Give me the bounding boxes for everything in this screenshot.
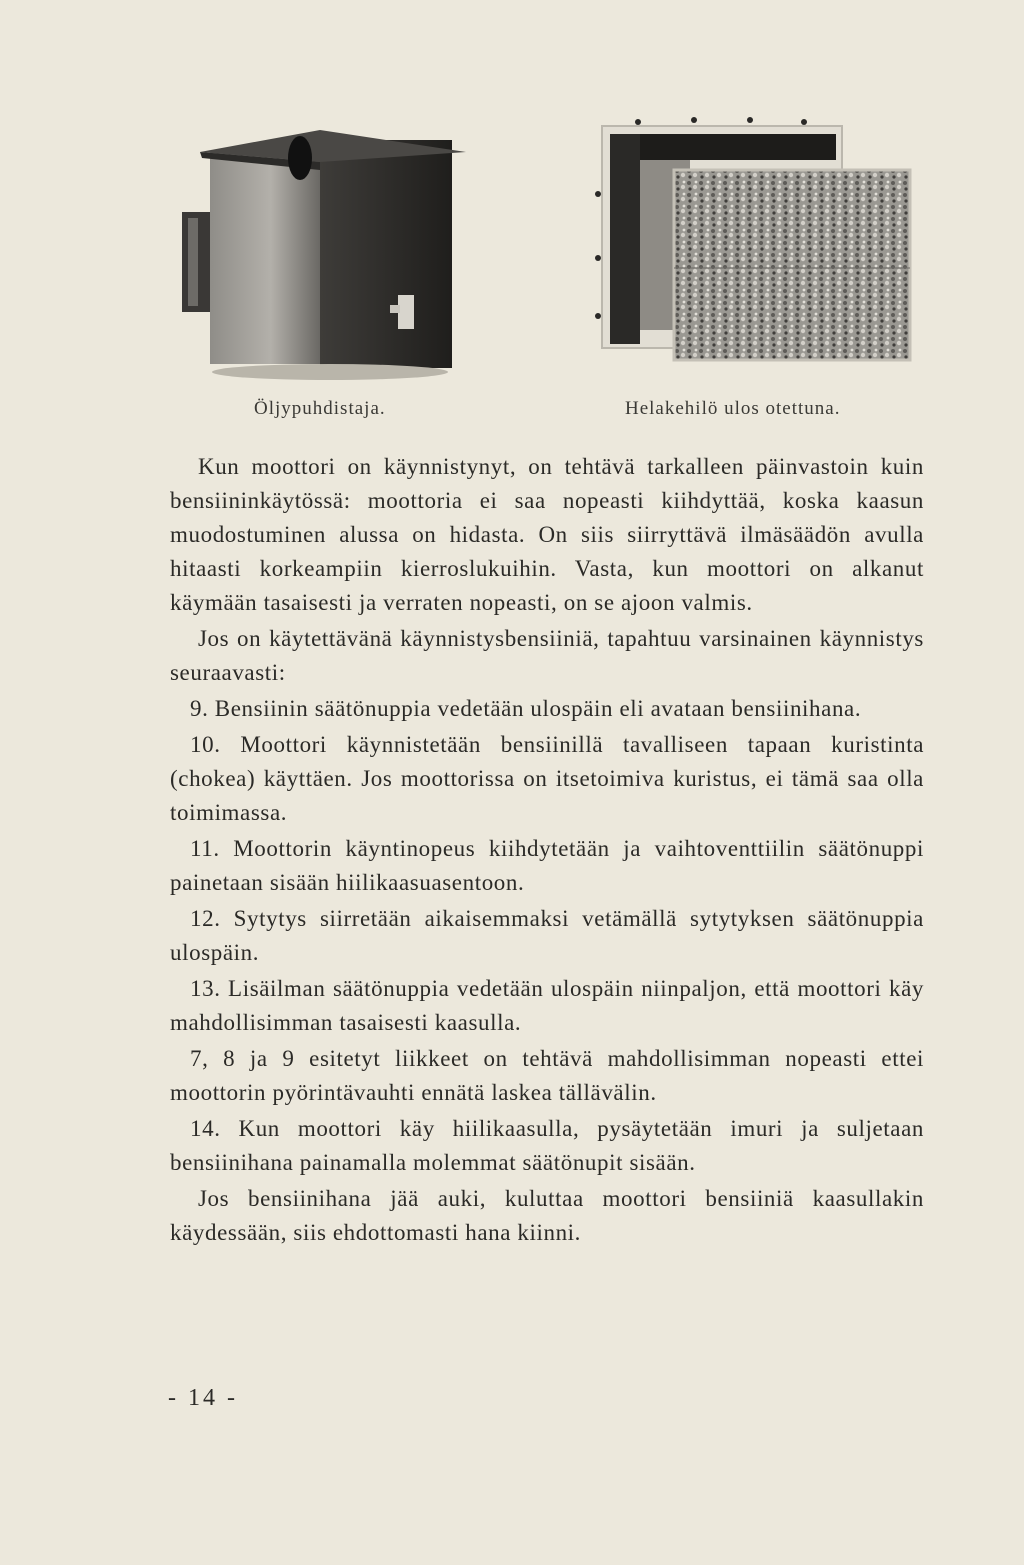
body-text: [170, 450, 924, 1252]
step-11: 11. Moottorin käyntinopeus kiihdytetään ja vaihtoventtiilin säätönuppi painetaan sisään hiilikaasuasentoon.: [170, 836, 924, 895]
page-number: - 14 -: [168, 1385, 238, 1411]
paragraph-warning: Jos bensiinihana jää auki, kuluttaa moottori bensiiniä kaasullakin käydessään, siis ehdottomasti hana kiinni.: [170, 1186, 924, 1245]
oil-cleaner-caption: Öljypuhdistaja.: [254, 398, 386, 419]
paragraph-note: 7, 8 ja 9 esitetyt liikkeet on tehtävä mahdollisimman nopeasti ettei moottorin pyörintävauhti ennätä laskea tällävälin.: [170, 1046, 924, 1105]
step-12: 12. Sytytys siirretään aikaisemmaksi vetämällä sytytyksen säätönuppia ulospäin.: [170, 906, 924, 965]
paragraph-startup: Jos on käytettävänä käynnistysbensiiniä, tapahtuu varsinainen käynnistys seuraavasti:: [170, 626, 924, 685]
oil-cleaner-photo: [180, 100, 470, 380]
step-10: 10. Moottori käynnistetään bensiinillä tavalliseen tapaan kuristinta (chokea) käyttäen. Jos moottorissa on itsetoimiva kuristus, ei tämä saa olla toimimassa.: [170, 732, 924, 825]
step-14: 14. Kun moottori käy hiilikaasulla, pysäytetään imuri ja suljetaan bensiinihana painamalla molemmat säätönupit sisään.: [170, 1116, 924, 1175]
paragraph-intro: Kun moottori on käynnistynyt, on tehtävä tarkalleen päinvastoin kuin bensiininkäytössä: moottoria ei saa nopeasti kiihdyttää, koska kaasun muodostuminen alussa on hidasta. On siis siirryttävä ilmäsäädön avulla hitaasti korkeampiin kierroslukuihin. Vasta, kun moottori on alkanut käymään tasaisesti ja verraten nopeasti, on se ajoon valmis.: [170, 454, 924, 615]
filter-frame-caption: Helakehilö ulos otettuna.: [625, 398, 841, 419]
step-9: 9. Bensiinin säätönuppia vedetään ulospäin eli avataan bensiinihana.: [190, 696, 862, 721]
step-13: 13. Lisäilman säätönuppia vedetään ulospäin niinpaljon, että moottori käy mahdollisimman tasaisesti kaasulla.: [170, 976, 924, 1035]
filter-frame-photo: [590, 108, 920, 370]
